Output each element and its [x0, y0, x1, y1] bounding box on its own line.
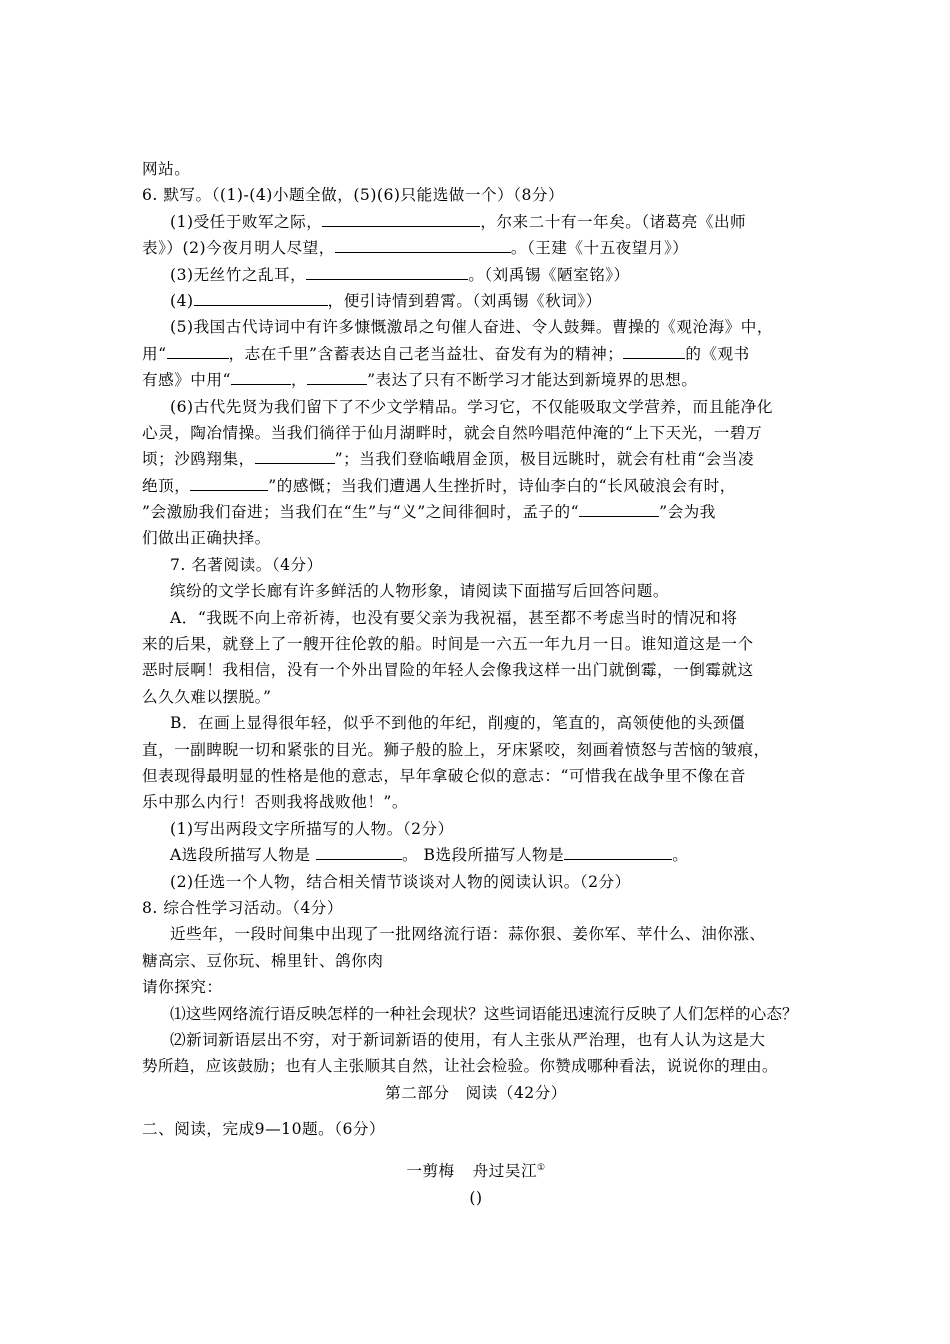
q7-sub-1-answer — [142, 842, 810, 868]
text: 的《观书 — [685, 344, 750, 363]
answer-blank[interactable] — [167, 341, 229, 359]
text: 恶时辰啊！我相信，没有一个外出冒险的年轻人会像我这样一出门就倒霉，一倒霉就这 — [142, 661, 754, 680]
text: 二、阅读，完成9—10题。（6分） — [142, 1120, 386, 1139]
answer-blank[interactable] — [231, 367, 291, 385]
q7-passage-a-line2 — [142, 631, 810, 657]
text: 。 B选段所描写人物是 — [401, 846, 565, 865]
text: ”会为我 — [659, 503, 716, 522]
q7-passage-a-line3 — [142, 657, 810, 683]
text: ”；当我们登临峨眉金顶，极目远眺时，就会有杜甫“会当凌 — [334, 450, 754, 469]
q8-sub-1 — [142, 1001, 810, 1027]
text: 但表现得最明显的性格是他的意志，早年拿破仑似的意志：“可惜我在战争里不像在音 — [142, 766, 746, 785]
text: 们做出正确抉择。 — [142, 529, 271, 548]
text: () — [469, 1188, 483, 1207]
text: 心灵，陶冶情操。当我们徜徉于仙月湖畔时，就会自然吟唱范仲淹的“上下天光，一碧万 — [142, 423, 763, 442]
question-6-title — [142, 182, 810, 208]
q8-sub-2-line2 — [142, 1053, 810, 1079]
q6-item-2 — [142, 235, 810, 261]
answer-blank[interactable] — [194, 288, 328, 306]
question-7-title — [142, 552, 810, 578]
q6-item-5 — [142, 314, 810, 340]
answer-blank[interactable] — [322, 209, 480, 227]
text: 请你探究： — [142, 978, 223, 997]
text: 缤纷的文学长廊有许多鲜活的人物形象，请阅读下面描写后回答问题。 — [170, 582, 669, 601]
answer-blank[interactable] — [579, 499, 659, 517]
q8-para-line2 — [142, 948, 810, 974]
text: 。（王建《十五夜望月》） — [510, 239, 689, 258]
text: 乐中那么内行！否则我将战败他！”。 — [142, 793, 408, 812]
answer-blank[interactable] — [307, 367, 367, 385]
text: ，尔来二十有一年矣。（诸葛亮《出师 — [480, 212, 747, 231]
text: ， — [290, 371, 308, 390]
spacer — [142, 1106, 810, 1116]
answer-blank[interactable] — [564, 842, 672, 860]
answer-blank[interactable] — [255, 446, 335, 464]
q7-sub-1 — [142, 816, 810, 842]
text: ”的感慨；当我们遭遇人生挫折时，诗仙李白的“长风破浪会有时， — [268, 476, 736, 495]
text: 有感》中用“ — [142, 371, 231, 390]
text: 。（刘禹锡《陋室铭》） — [468, 265, 630, 284]
q8-sub-2 — [142, 1027, 810, 1053]
text: 近些年，一段时间集中出现了一批网络流行语：蒜你狠、姜你军、苹什么、油你涨、 — [170, 925, 766, 944]
text: 顷；沙鸥翔集， — [142, 450, 255, 469]
q7-intro — [142, 578, 810, 604]
poem-subtitle-text: 舟过吴江 — [472, 1162, 538, 1181]
answer-blank[interactable] — [623, 341, 685, 359]
q7-passage-b-line3 — [142, 763, 810, 789]
text: A．“我既不向上帝祈祷，也没有要父亲为我祝福，甚至都不考虑当时的情况和将 — [170, 608, 738, 627]
text: ，便引诗情到碧霄。（刘禹锡《秋词》） — [327, 291, 602, 310]
text: B．在画上显得很年轻，似乎不到他的年纪，削瘦的，笔直的，高领使他的头颈僵 — [170, 714, 746, 733]
poem-author — [142, 1185, 810, 1211]
q6-item-5-line3 — [142, 367, 810, 393]
q6-item-6-line2 — [142, 420, 810, 446]
q6-item-6-line3 — [142, 446, 810, 472]
text: ，志在千里”含蓄表达自己老当益壮、奋发有为的精神； — [228, 344, 624, 363]
text: 直，一副睥睨一切和紧张的目光。狮子般的脸上，牙床紧咬，刻画着愤怒与苦恼的皱痕， — [142, 740, 770, 759]
poem-title — [142, 1158, 810, 1184]
text: 7. 名著阅读。（4分） — [170, 555, 323, 574]
q8-prompt — [142, 974, 810, 1000]
text: ”表达了只有不断学习才能达到新境界的思想。 — [367, 371, 698, 390]
answer-blank[interactable] — [306, 262, 468, 280]
q6-item-6-line6 — [142, 525, 810, 551]
text: 8. 综合性学习活动。（4分） — [142, 898, 343, 917]
text: ”会激励我们奋进；当我们在“生”与“义”之间徘徊时，孟子的“ — [142, 503, 580, 522]
q6-item-1 — [142, 209, 810, 235]
text: (1)写出两段文字所描写的人物。（2分） — [170, 819, 454, 838]
text: ⑵新词新语层出不穷，对于新词新语的使用，有人主张从严治理，也有人认为这是大 — [170, 1030, 766, 1049]
text: (5)我国古代诗词中有许多慷慨激昂之句催人奋进、令人鼓舞。曹操的《观沧海》中， — [170, 318, 773, 337]
answer-blank[interactable] — [190, 473, 268, 491]
question-8-title — [142, 895, 810, 921]
q6-item-6-line5 — [142, 499, 810, 525]
footnote-marker: ① — [537, 1163, 546, 1174]
q6-item-6-line4 — [142, 473, 810, 499]
text-line — [142, 156, 810, 182]
part-two-heading — [142, 1080, 810, 1106]
spacer — [142, 1142, 810, 1158]
q7-passage-b — [142, 710, 810, 736]
text: (6)古代先贤为我们留下了不少文学精品。学习它，不仅能吸取文学营养，而且能净化 — [170, 397, 773, 416]
text: 绝顶， — [142, 476, 191, 495]
q7-passage-b-line2 — [142, 737, 810, 763]
text: ⑴这些网络流行语反映怎样的一种社会现状？这些词语能迅速流行反映了人们怎样的心态？ — [170, 1004, 798, 1023]
q7-passage-b-line4 — [142, 789, 810, 815]
text: 6. 默写。（(1)-(4)小题全做，(5)(6)只能选做一个）（8分） — [142, 186, 565, 205]
poem-title-text: 一剪梅 — [406, 1162, 455, 1181]
q7-sub-2 — [142, 869, 810, 895]
text: 势所趋，应该鼓励；也有人主张顺其自然，让社会检验。你赞成哪种看法，说说你的理由。 — [142, 1057, 778, 1076]
text: 网站。 — [142, 160, 191, 178]
text: 糖高宗、豆你玩、棉里针、鸽你肉 — [142, 951, 384, 970]
q8-para — [142, 921, 810, 947]
text: 第二部分 阅读（42分） — [385, 1083, 567, 1102]
answer-blank[interactable] — [316, 842, 402, 860]
text: (1)受任于败军之际， — [170, 212, 323, 231]
text: 来的后果，就登上了一艘开往伦敦的船。时间是一六五一年九月一日。谁知道这是一个 — [142, 635, 754, 654]
text: 表》）(2)今夜月明人尽望， — [142, 239, 335, 258]
q7-passage-a-line4 — [142, 684, 810, 710]
text: A选段所描写人物是 — [170, 846, 316, 865]
q7-passage-a — [142, 605, 810, 631]
text: 。 — [672, 846, 689, 865]
q6-item-4 — [142, 288, 810, 314]
text: (4) — [170, 291, 194, 310]
text: 用“ — [142, 344, 167, 363]
section-2-heading — [142, 1116, 810, 1142]
q6-item-5-line2 — [142, 341, 810, 367]
q6-item-6 — [142, 394, 810, 420]
text: 么久久难以摆脱。” — [142, 687, 272, 706]
text: (2)任选一个人物，结合相关情节谈谈对人物的阅读认识。（2分） — [170, 872, 631, 891]
text: (3)无丝竹之乱耳， — [170, 265, 307, 284]
exam-page — [142, 156, 810, 1211]
answer-blank[interactable] — [335, 235, 511, 253]
q6-item-3 — [142, 262, 810, 288]
